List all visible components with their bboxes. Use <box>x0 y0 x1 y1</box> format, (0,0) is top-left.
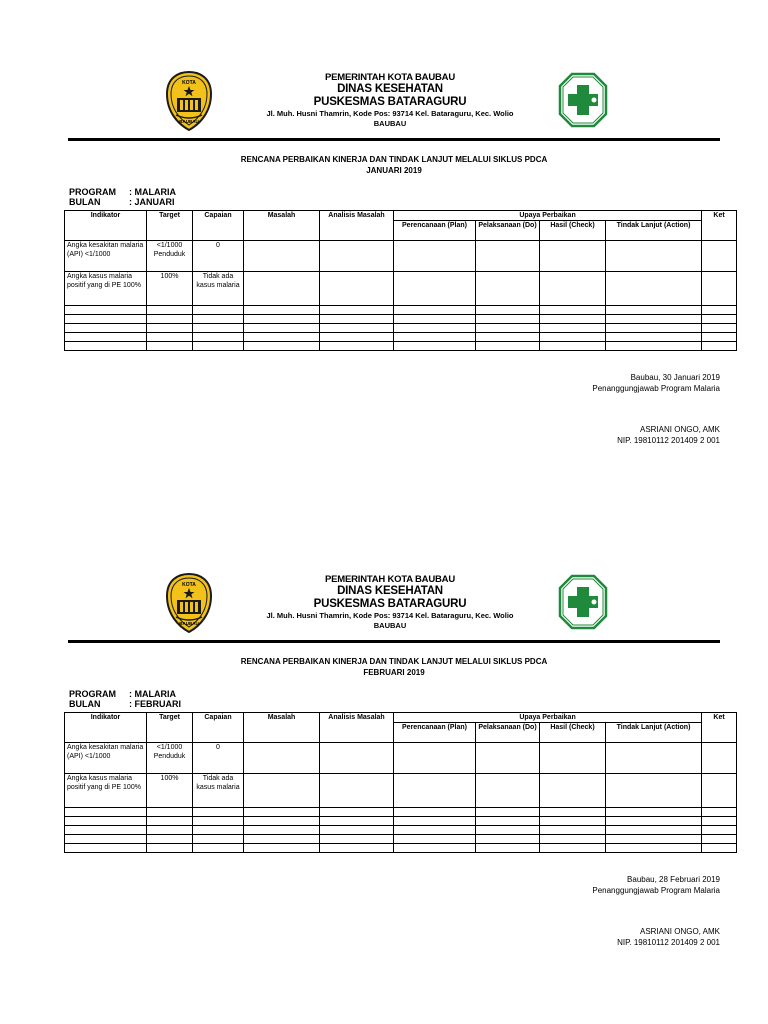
office-address: Jl. Muh. Husni Thamrin, Kode Pos: 93714 Kel. Bataraguru, Kec. Wolio <box>266 109 514 118</box>
puskesmas-logo-icon <box>558 574 608 630</box>
report-section-february <box>0 502 768 972</box>
header-ket: Ket <box>702 713 737 743</box>
signature-name-block <box>560 926 720 948</box>
svg-text:BAUBAU: BAUBAU <box>179 621 199 626</box>
sign-name: ASRIANI ONGO, AMK <box>639 425 720 434</box>
header-analisis: Analisis Masalah <box>320 713 394 743</box>
gov-name: PEMERINTAH KOTA BAUBAU <box>324 72 455 83</box>
cell-capaian: 0 <box>193 241 244 272</box>
office-name: PUSKESMAS BATARAGURU <box>313 598 467 610</box>
bulan-value: : JANUARI <box>129 197 175 207</box>
letterhead <box>230 72 550 129</box>
report-title <box>68 656 720 678</box>
bulan-label: BULAN <box>69 197 101 207</box>
dept-name: DINAS KESEHATAN <box>337 585 443 597</box>
report-period: JANUARI 2019 <box>366 166 422 175</box>
sign-name: ASRIANI ONGO, AMK <box>639 927 720 936</box>
header-masalah: Masalah <box>244 211 320 241</box>
header-target: Target <box>147 211 193 241</box>
table-row-empty <box>65 826 737 835</box>
cell-indikator: Angka kasus malaria positif yang di PE 100% <box>65 272 147 306</box>
signature-date-block <box>560 372 720 394</box>
sign-place-date: Baubau, 30 Januari 2019 <box>630 373 720 382</box>
letterhead <box>230 574 550 631</box>
svg-text:KOTA: KOTA <box>182 582 196 588</box>
header-analisis: Analisis Masalah <box>320 211 394 241</box>
header-capaian: Capaian <box>193 713 244 743</box>
header-ket: Ket <box>702 211 737 241</box>
cell-indikator: Angka kesakitan malaria (API) <1/1000 <box>65 743 147 774</box>
cell-target: 100% <box>147 272 193 306</box>
program-info <box>69 187 176 207</box>
puskesmas-logo-icon <box>558 72 608 128</box>
table-row-empty <box>65 324 737 333</box>
table-row <box>65 241 737 272</box>
office-city: BAUBAU <box>373 621 407 630</box>
program-value: : MALARIA <box>129 187 176 197</box>
sign-nip: NIP. 19810112 201409 2 001 <box>617 436 720 445</box>
cell-capaian: Tidak ada kasus malaria <box>193 774 244 808</box>
cell-capaian: 0 <box>193 743 244 774</box>
dept-name: DINAS KESEHATAN <box>337 83 443 95</box>
cell-target: <1/1000 Penduduk <box>147 241 193 272</box>
report-period: FEBRUARI 2019 <box>363 668 425 677</box>
header-rule <box>68 138 720 141</box>
program-value: : MALARIA <box>129 689 176 699</box>
header-do: Pelaksanaan (Do) <box>476 723 540 743</box>
table-row-empty <box>65 835 737 844</box>
table-row-empty <box>65 333 737 342</box>
table-row <box>65 272 737 306</box>
sign-nip: NIP. 19810112 201409 2 001 <box>617 938 720 947</box>
cell-indikator: Angka kesakitan malaria (API) <1/1000 <box>65 241 147 272</box>
report-title-text: RENCANA PERBAIKAN KINERJA DAN TINDAK LANJUT MELALUI SIKLUS PDCA <box>240 657 548 666</box>
table-row <box>65 743 737 774</box>
header-check: Hasil (Check) <box>540 723 606 743</box>
header-action: Tindak Lanjut (Action) <box>606 221 702 241</box>
table-row-empty <box>65 844 737 853</box>
sign-role: Penanggungjawab Program Malaria <box>592 384 720 393</box>
pdca-table <box>64 712 737 853</box>
kota-baubau-emblem-icon <box>164 70 214 132</box>
table-row-empty <box>65 808 737 817</box>
signature-name-block <box>560 424 720 446</box>
program-label: PROGRAM <box>69 187 116 197</box>
program-label: PROGRAM <box>69 689 116 699</box>
header-action: Tindak Lanjut (Action) <box>606 723 702 743</box>
report-title <box>68 154 720 176</box>
signature-date-block <box>560 874 720 896</box>
svg-text:KOTA: KOTA <box>182 80 196 86</box>
svg-text:BAUBAU: BAUBAU <box>179 119 199 124</box>
office-name: PUSKESMAS BATARAGURU <box>313 96 467 108</box>
table-row-empty <box>65 342 737 351</box>
office-city: BAUBAU <box>373 119 407 128</box>
header-do: Pelaksanaan (Do) <box>476 221 540 241</box>
program-info <box>69 689 181 709</box>
sign-place-date: Baubau, 28 Februari 2019 <box>627 875 720 884</box>
gov-name: PEMERINTAH KOTA BAUBAU <box>324 574 455 585</box>
report-section-january <box>0 0 768 470</box>
pdca-table <box>64 210 737 351</box>
header-indikator: Indikator <box>65 713 147 743</box>
header-masalah: Masalah <box>244 713 320 743</box>
cell-target: <1/1000 Penduduk <box>147 743 193 774</box>
table-row-empty <box>65 817 737 826</box>
kota-baubau-emblem-icon <box>164 572 214 634</box>
table-row-empty <box>65 306 737 315</box>
bulan-label: BULAN <box>69 699 101 709</box>
header-indikator: Indikator <box>65 211 147 241</box>
bulan-value: : FEBRUARI <box>129 699 181 709</box>
sign-role: Penanggungjawab Program Malaria <box>592 886 720 895</box>
header-plan: Perencanaan (Plan) <box>394 723 476 743</box>
report-title-text: RENCANA PERBAIKAN KINERJA DAN TINDAK LANJUT MELALUI SIKLUS PDCA <box>240 155 548 164</box>
header-plan: Perencanaan (Plan) <box>394 221 476 241</box>
header-upaya: Upaya Perbaikan <box>394 713 702 723</box>
table-row <box>65 774 737 808</box>
header-target: Target <box>147 713 193 743</box>
header-capaian: Capaian <box>193 211 244 241</box>
office-address: Jl. Muh. Husni Thamrin, Kode Pos: 93714 Kel. Bataraguru, Kec. Wolio <box>266 611 514 620</box>
header-upaya: Upaya Perbaikan <box>394 211 702 221</box>
header-rule <box>68 640 720 643</box>
header-check: Hasil (Check) <box>540 221 606 241</box>
cell-indikator: Angka kasus malaria positif yang di PE 100% <box>65 774 147 808</box>
table-row-empty <box>65 315 737 324</box>
cell-capaian: Tidak ada kasus malaria <box>193 272 244 306</box>
cell-target: 100% <box>147 774 193 808</box>
